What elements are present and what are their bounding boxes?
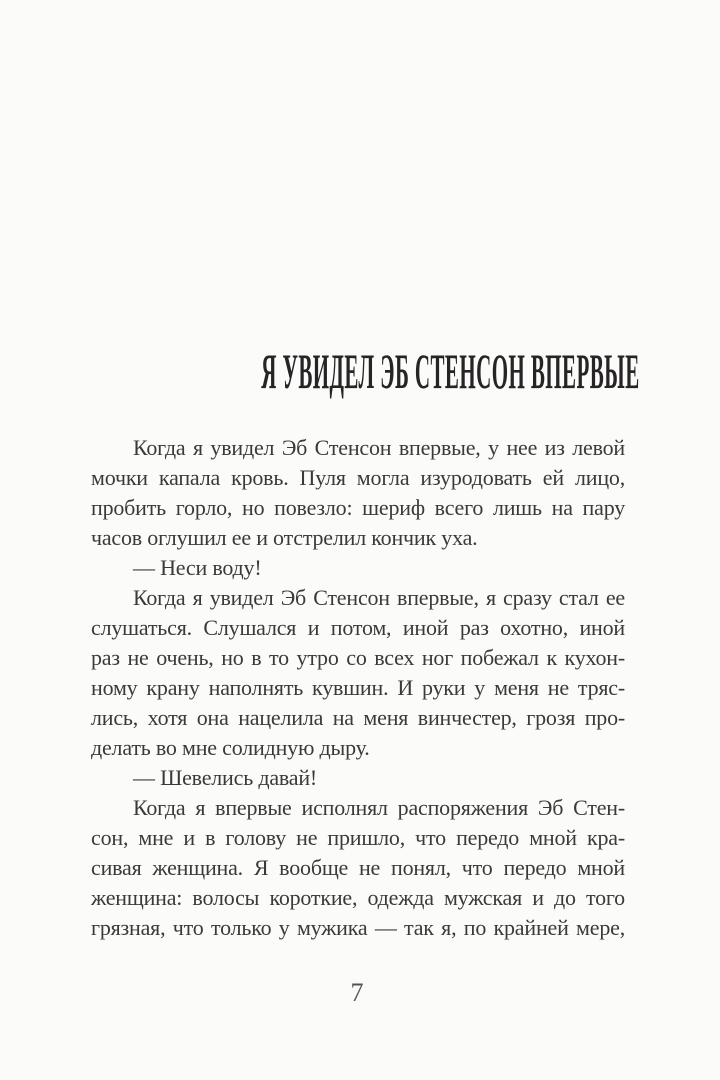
- chapter-title: [0, 343, 720, 399]
- text-line: лись, хотя она нацелила на меня винчестер, грозя про-: [91, 705, 625, 730]
- text-line: Когда я впервые исполнял распоряжения Эб Стен-: [133, 795, 625, 820]
- text-line: слушаться. Слушался и потом, иной раз охотно, иной: [91, 615, 625, 640]
- text-line: грязная, что только у мужика — так я, по крайней мере,: [91, 915, 625, 940]
- text-line: пробить горло, но повезло: шериф всего лишь на пару: [91, 495, 625, 520]
- text-line: ному крану наполнять кувшин. И руки у меня не тряс-: [91, 675, 625, 700]
- page-number: 7: [350, 978, 364, 1007]
- text-line: женщина: волосы короткие, одежда мужская и до того: [91, 885, 625, 910]
- text-line: раз не очень, но в то утро со всех ног побежал к кухон-: [91, 645, 625, 670]
- text-line: мочки капала кровь. Пуля могла изуродовать ей лицо,: [91, 465, 625, 490]
- body-text: [91, 433, 625, 943]
- text-line: Когда я увидел Эб Стенсон впервые, я сразу стал ее: [133, 585, 625, 610]
- chapter-title-text: Я УВИДЕЛ ЭБ СТЕНСОН ВПЕРВЫЕ: [261, 343, 640, 399]
- text-line: сивая женщина. Я вообще не понял, что передо мной: [91, 855, 625, 880]
- text-line: делать во мне солидную дыру.: [91, 735, 370, 760]
- text-line: — Неси воду!: [133, 555, 262, 580]
- text-line: Когда я увидел Эб Стенсон впервые, у нее из левой: [133, 435, 625, 460]
- text-line: сон, мне и в голову не пришло, что передо мной кра-: [91, 825, 625, 850]
- text-line: — Шевелись давай!: [133, 765, 318, 790]
- text-line: часов оглушил ее и отстрелил кончик уха.: [91, 525, 478, 550]
